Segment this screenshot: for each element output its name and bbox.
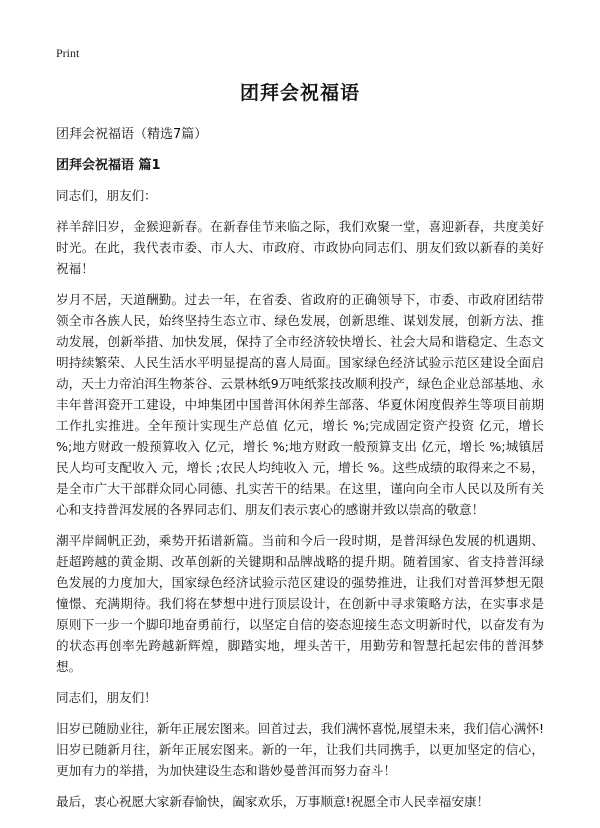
body-paragraph: 潮平岸阔帆正劲，乘势开拓谱新篇。当前和今后一段时期，是普洱绿色发展的机遇期、赶超跨越的黄金期、改革创新的关键期和品牌战略的提升期。随着国家、省支持普洱绿色发展的力度加大，国家绿色经济试验示范区建设的强势推进，让我们对普洱梦想无限憧憬、充满期待。我们将在梦想中进行顶层设计，在创新中寻求策略方法，在实事求是原则下一步一个脚印地奋勇前行，以坚定自信的姿态迎接生态文明新时代，以奋发有为的状态再创率先跨越新辉煌，脚踏实地，埋头苦干，用勤劳和智慧托起宏伟的普洱梦想。 — [56, 533, 544, 674]
section-heading: 团拜会祝福语 篇1 — [56, 158, 161, 173]
greeting-paragraph: 同志们，朋友们！ — [56, 690, 157, 705]
document-body — [56, 74, 544, 822]
body-paragraph: 岁月不居，天道酬勤。过去一年，在省委、省政府的正确领导下，市委、市政府团结带领全市各族人民，始终坚持生态立市、绿色发展，创新思维、谋划发展，创新方法、推动发展，创新举措、加快发展，保持了全市经济较快增长、社会大局和谐稳定、生态文明持续繁荣、人民生活水平明显提高的喜人局面。国家绿色经济试验示范区建设全面启动，天士力帝泊洱生物茶谷、云景林纸9万吨纸浆技改顺利投产，绿色企业总部基地、永丰年普洱瓷开工建设，中坤集团中国普洱休闲养生部落、华夏休闲度假养生等项目前期工作扎实推进。全年预计实现生产总值 亿元，增长 %;完成固定资产投资 亿元，增长 %;地方财政一般预算收入 亿元，增长 %;地方财政一般预算支出 亿元，增长 %;城镇居民人均可支配收入 元，增长 ;农民人均纯收入 元，增长 %。这些成绩的取得来之不易，是全市广大干部群众同心同德、扎实苦干的结果。在这里，谨向向全市人民以及所有关心和支持普洱发展的各界同志们、朋友们表示衷心的感谢并致以崇高的敬意！ — [56, 292, 544, 517]
greeting-paragraph: 同志们，朋友们： — [56, 188, 157, 203]
closing-paragraph: 最后，衷心祝愿大家新春愉快，阖家欢乐，万事顺意!祝愿全市人民幸福安康！ — [56, 794, 490, 809]
print-link[interactable]: Print — [56, 46, 80, 60]
page-title: 团拜会祝福语 — [239, 82, 360, 104]
body-paragraph: 祥羊辞旧岁，金猴迎新春。在新春佳节来临之际，我们欢聚一堂，喜迎新春，共度美好时光。在此，我代表市委、市人大、市政府、市政协向同志们、朋友们致以新春的美好祝福！ — [56, 219, 544, 276]
body-paragraph: 旧岁已随励业往，新年正展宏图来。回首过去，我们满怀喜悦,展望未来，我们信心满怀!旧岁已随新月往，新年正展宏图来。新的一年，让我们共同携手，以更加坚定的信心，更加有力的举措，为加快建设生态和谐妙曼普洱而努力奋斗！ — [56, 721, 544, 778]
document-subtitle: 团拜会祝福语（精选7篇） — [56, 127, 208, 142]
